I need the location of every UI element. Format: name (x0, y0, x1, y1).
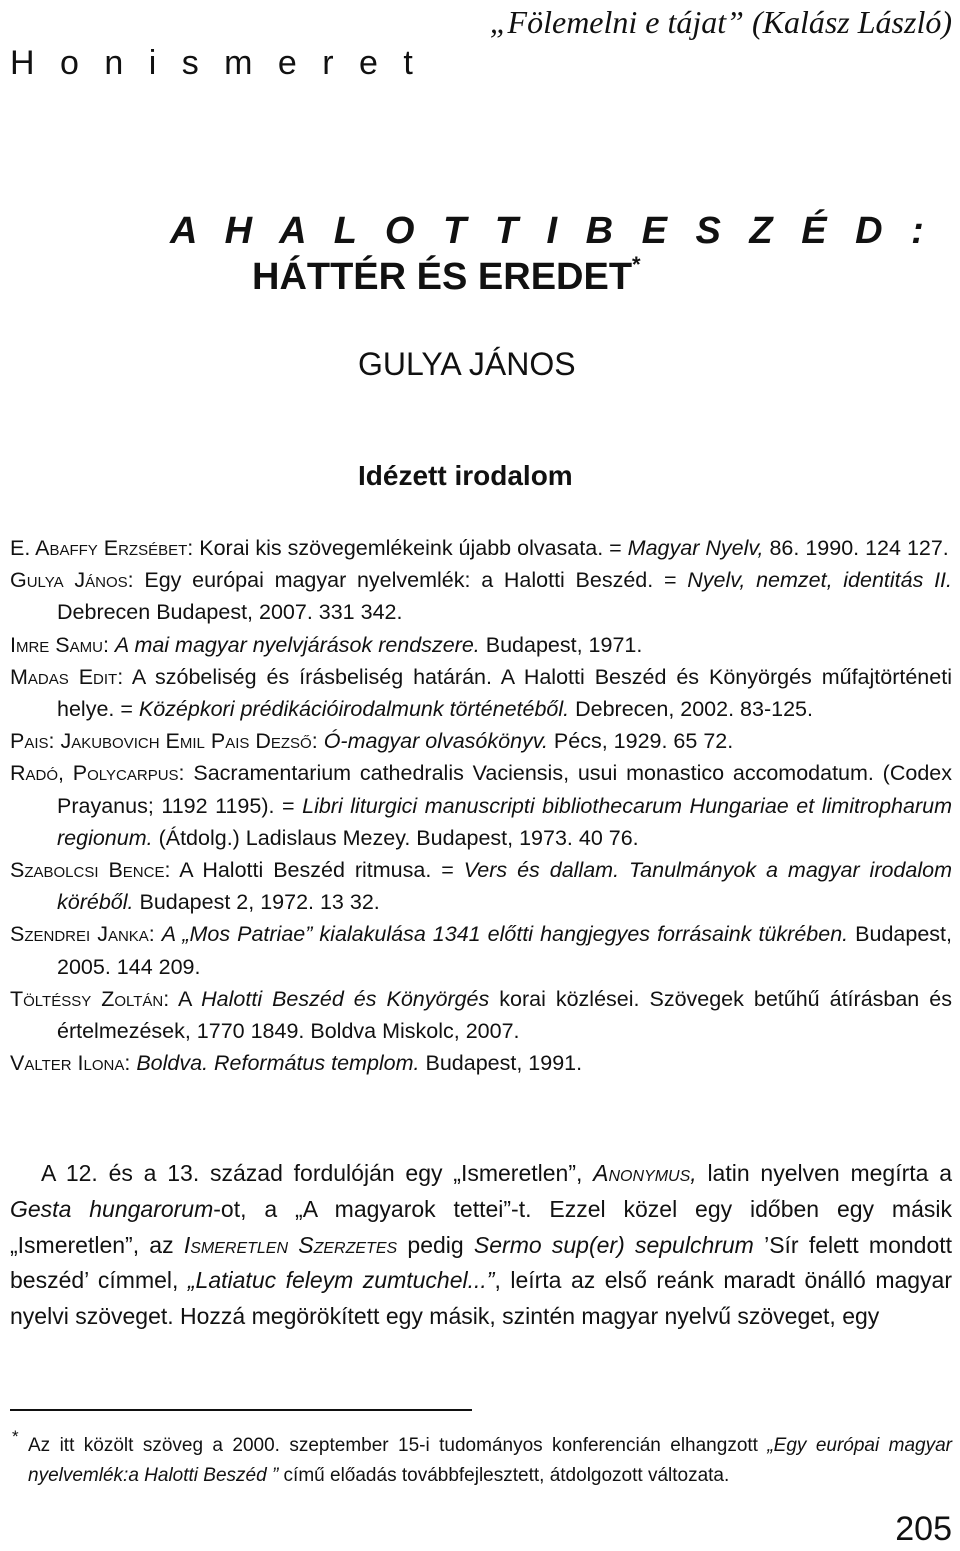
body-paragraph: A 12. és a 13. század fordulóján egy „Ismeretlen”, Anonymus, latin nyelven megírta a Gesta hungarorum-ot, a „A magyarok tettei”-t. Ezzel közel egy időben egy másik „Ismeretlen”, az Ismeretlen Szerzetes pedig Sermo sup(er) sepulchrum ’Sír felett mondott beszéd’ címmel, „Latiatuc feleym zumtuchel...”, leírta az első reánk maradt önálló magyar nyelvi szöveget. Hozzá megörökített egy másik, szintén magyar nyelvű szöveget, egy (10, 1160, 953, 1330)
reference-item: Szabolcsi Bence: A Halotti Beszéd ritmusa. = Vers és dallam. Tanulmányok a magyar irodalom köréből. Budapest 2, 1972. 13 32. (10, 858, 952, 915)
reference-item: Gulya János: Egy európai magyar nyelvemlék: a Halotti Beszéd. = Nyelv, nemzet, identitás II. Debrecen Budapest, 2007. 331 342. (10, 568, 952, 625)
footnote-divider (10, 1409, 472, 1411)
body-text (10, 1156, 952, 1335)
footnote (10, 1427, 952, 1491)
reference-item: Töltéssy Zoltán: A Halotti Beszéd és Könyörgés korai közlései. Szövegek betűhű átírásban és értelmezések, 1770 1849. Boldva Miskolc, 2007. (10, 986, 952, 1044)
reference-item: Imre Samu: A mai magyar nyelvjárások rendszere. Budapest, 1971. (10, 632, 643, 657)
reference-item: Szendrei Janka: A „Mos Patriae” kialakulása 1341 előtti hangjegyes forrásaink tükrében. Budapest, 2005. 144 209. (10, 922, 952, 979)
references-heading: Idézett irodalom (358, 460, 573, 491)
journal-title: H o n i s m e r e t (10, 44, 421, 82)
running-title: „Fölemelni e tájat” (Kalász László) (489, 4, 952, 40)
reference-item: Radó, Polycarpus: Sacramentarium cathedralis Vaciensis, usui monastico accomodatum. (Codex Prayanus; 1192 1195). = Libri liturgici manuscripti bibliothecarum Hungariae et limitropharum regionum. (Átdolg.) Ladislaus Mezey. Budapest, 1973. 40 76. (10, 761, 952, 850)
article-title-line1: A H A L O T T I B E S Z É D : (170, 210, 933, 252)
footnote-mark: * (12, 1427, 19, 1446)
reference-item: Valter Ilona: Boldva. Református templom. Budapest, 1991. (10, 1051, 583, 1076)
footnote-text: Az itt közölt szöveg a 2000. szeptember 15-i tudományos konferencián elhangzott „Egy európai magyar nyelvemlék:a Halotti Beszéd ” című előadás továbbfejlesztett, átdolgozott változata. (28, 1435, 952, 1486)
reference-list (10, 532, 952, 1079)
reference-item: Madas Edit: A szóbeliség és írásbeliség határán. A Halotti Beszéd és Könyörgés műfajtörténeti helye. = Középkori prédikációirodalmunk történetéből. Debrecen, 2002. 83-125. (10, 664, 952, 722)
reference-item: E. Abaffy Erzsébet: Korai kis szövegemlékeink újabb olvasata. = Magyar Nyelv, 86. 1990. 124 127. (10, 536, 949, 560)
article-title-line2: HÁTTÉR ÉS EREDET* (252, 252, 641, 298)
title-footnote-mark: * (632, 252, 641, 277)
reference-item: Pais: Jakubovich Emil Pais Dezső: Ó-magyar olvasókönyv. Pécs, 1929. 65 72. (10, 729, 734, 754)
article-author: GULYA JÁNOS (358, 346, 576, 382)
page-number: 205 (895, 1510, 952, 1548)
